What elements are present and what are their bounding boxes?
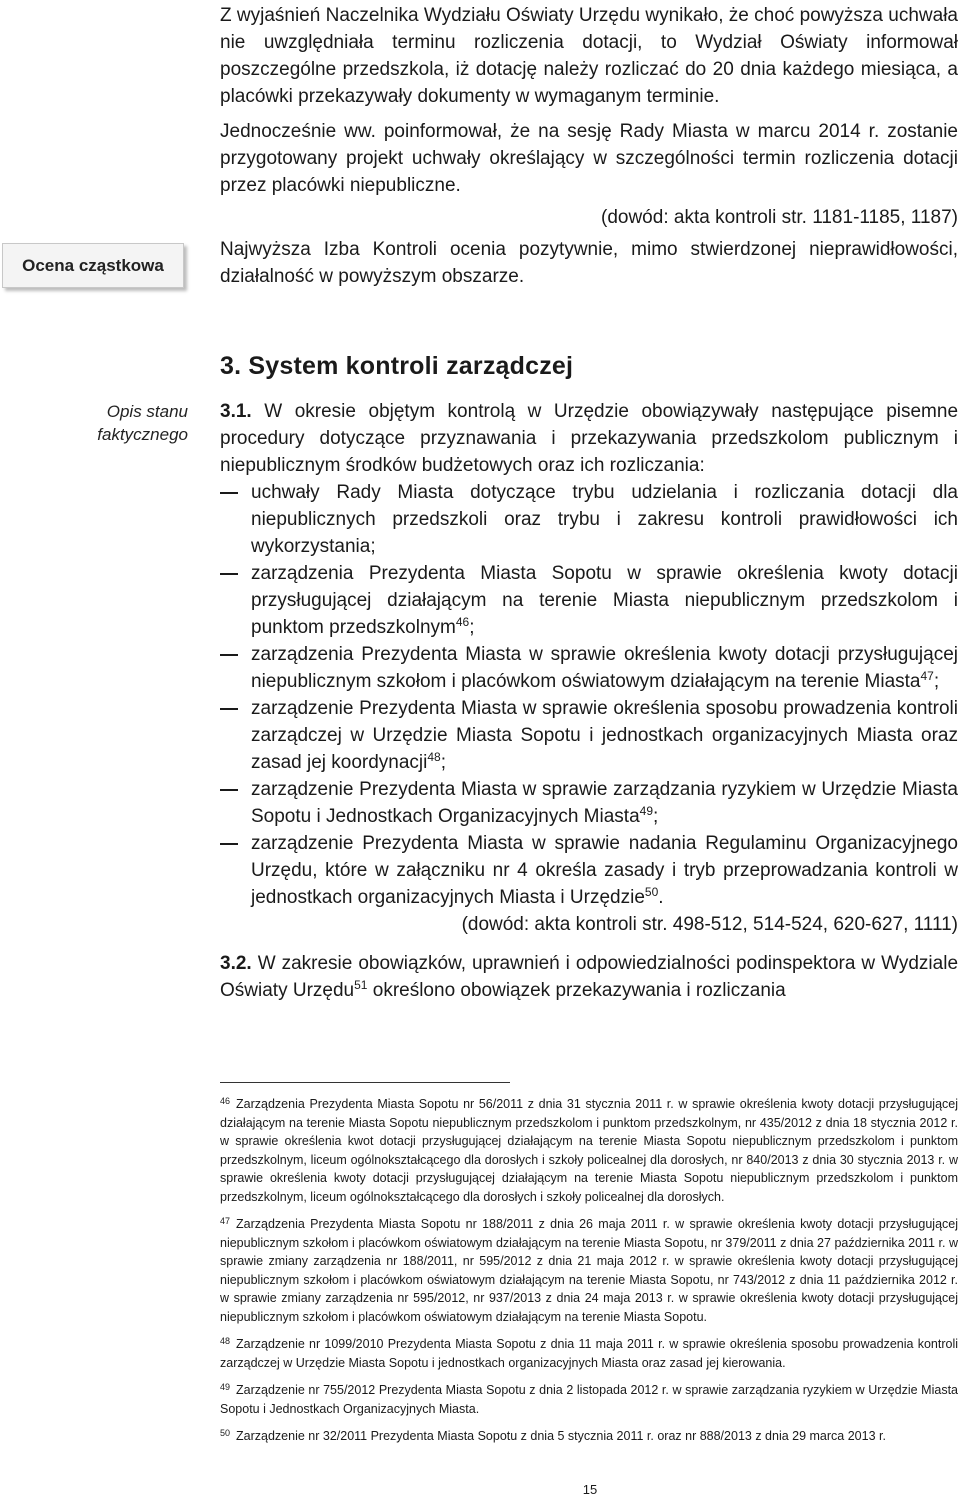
footnote-number: 47 [220, 1216, 231, 1226]
footnote-ref: 50 [644, 885, 659, 899]
footnote-ref: 48 [427, 750, 441, 764]
paragraph-3-2-number: 3.2. [220, 953, 252, 974]
evidence-ref-2: (dowód: akta kontroli str. 498-512, 514-524, 620-627, 1111) [461, 914, 958, 935]
paragraph-3-1-text: W okresie objętym kontrolą w Urzędzie obowiązywały następujące pisemne procedury dotyczące przyznawania i przekazywania przedszkolom publicznym i niepublicznym środków budżetowych oraz ich rozliczania: [220, 401, 959, 476]
footnote-text: Zarządzenia Prezydenta Miasta Sopotu nr 188/2011 z dnia 26 maja 2011 r. w sprawie określenia kwoty dotacji przysługującej niepublicznym szkołom i placówkom oświatowym działającym na terenie Miasta Sopotu, nr 379/2011 z dnia 27 października 2011 r. w sprawie zmiany zarządzenia nr 188/2011, nr 595/2012 z dnia 21 maja 2012 r. w sprawie określenia kwoty dotacji przysługującej niepublicznym szkołom i placówkom oświatowym działającym na terenie Miasta Sopotu, nr 743/2012 z dnia 11 października 2012 r. w sprawie zmiany zarządzenia nr 595/2012, nr 937/2013 z dnia 24 maja 2013 r. w sprawie określenia kwoty dotacji przysługującej niepublicznym szkołom i placówkom oświatowym działającym na terenie Miasta Sopotu. [220, 1217, 958, 1324]
footnote-text: Zarządzenie nr 755/2012 Prezydenta Miasta Sopotu z dnia 2 listopada 2012 r. w sprawie zarządzania ryzykiem w Urzędzie Miasta Sopotu i Jednostkach Organizacyjnych Miasta. [220, 1383, 958, 1416]
list-item-text: zarządzenia Prezydenta Miasta Sopotu w sprawie określenia kwoty dotacji przysługującej działającym na terenie Miasta niepublicznym przedszkolom i punktom przedszkolnym [251, 563, 958, 638]
dash-bullet-icon [220, 573, 238, 575]
dash-bullet-icon [220, 708, 238, 710]
section-heading: 3. System kontroli zarządczej [220, 352, 574, 380]
dash-bullet-icon [220, 789, 238, 791]
assessment-paragraph: Najwyższa Izba Kontroli ocenia pozytywnie, mimo stwierdzonej nieprawidłowości, działalność w powyższym obszarze. [220, 239, 958, 287]
list-item [220, 479, 958, 560]
paragraph-3-2-text: W zakresie obowiązków, uprawnień i odpowiedzialności podinspektora w Wydziale Oświaty Urzędu [220, 953, 959, 1001]
footnote-separator [220, 1082, 510, 1083]
list-item [220, 695, 958, 776]
list-item-tail: ; [653, 806, 659, 827]
footnote-number: 48 [220, 1336, 231, 1346]
list-item-text: zarządzenia Prezydenta Miasta w sprawie określenia kwoty dotacji przysługującej niepublicznym szkołom i placówkom oświatowym działającym na terenie Miasta [251, 644, 958, 692]
paragraph-3-1 [220, 398, 958, 479]
footnote-ref: 47 [920, 669, 934, 683]
top-block [220, 2, 958, 290]
dash-bullet-icon [220, 654, 238, 656]
paragraph-jednoczesnie: Jednocześnie ww. poinformował, że na sesję Rady Miasta w marcu 2014 r. zostanie przygotowany projekt uchwały określający w szczególności termin rozliczenia dotacji przez placówki niepubliczne. [220, 121, 958, 196]
paragraph-naczelnik: Z wyjaśnień Naczelnika Wydziału Oświaty Urzędu wynikało, że choć powyższa uchwała nie uwzględniała terminu rozliczenia dotacji, to Wydział Oświaty informował poszczególne przedszkola, iż dotację należy rozliczać do 20 dnia każdego miesiąca, a placówki przekazywały dokumenty w wymaganym terminie. [220, 5, 958, 107]
paragraph-3-1-number: 3.1. [220, 401, 252, 422]
footnote-50 [220, 1424, 958, 1446]
opis-stanu-label: Opis stanu faktycznego [97, 402, 188, 444]
footnote-text: Zarządzenie nr 1099/2010 Prezydenta Miasta Sopotu z dnia 11 maja 2011 r. w sprawie określenia sposobu prowadzenia kontroli zarządczej w Urzędzie Miasta Sopotu i jednostkach organizacyjnych Miasta oraz zasad jej kierowania. [220, 1337, 958, 1370]
section-body [220, 398, 958, 1004]
footnote-49 [220, 1378, 958, 1418]
ocena-czastkowa-label: Ocena cząstkowa [2, 243, 184, 288]
footnote-text: Zarządzenia Prezydenta Miasta Sopotu nr 56/2011 z dnia 31 stycznia 2011 r. w sprawie określenia kwoty dotacji przysługującej działającym na terenie Miasta Sopotu niepublicznym przedszkolom i punktom przedszkolnym, nr 435/2012 z dnia 18 stycznia 2012 r. w sprawie określenia kwot dotacji przysługującej działającym na terenie Miasta Sopotu niepublicznym przedszkolom i punktom przedszkolnym, liceum ogólnokształcącego dla dorosłych i szkoły policealnej dla dorosłych, nr 840/2013 z dnia 30 stycznia 2013 r. w sprawie określenia kwoty dotacji przysługującej działającym na terenie Miasta Sopotu niepublicznym przedszkolom i punktom przedszkolnym, liceum ogólnokształcącego dla dorosłych i szkoły policealnej dla dorosłych. [220, 1097, 958, 1204]
list-item-tail: ; [933, 671, 940, 692]
list-item-text: zarządzenie Prezydenta Miasta w sprawie nadania Regulaminu Organizacyjnego Urzędu, które w załączniku nr 4 określa zasady i tryb przeprowadzania kontroli w jednostkach organizacyjnych Miasta i Urzędzie [251, 833, 958, 908]
list-item-text: zarządzenie Prezydenta Miasta w sprawie określenia sposobu prowadzenia kontroli zarządczej w Urzędzie Miasta Sopotu i jednostkach organizacyjnych Miasta oraz zasad jej koordynacji [251, 698, 958, 773]
footnote-number: 46 [220, 1096, 231, 1106]
footnote-48 [220, 1332, 958, 1372]
footnote-text: Zarządzenie nr 32/2011 Prezydenta Miasta Sopotu z dnia 5 stycznia 2011 r. oraz nr 888/2013 z dnia 29 marca 2013 r. [236, 1429, 886, 1443]
list-item-text: uchwały Rady Miasta dotyczące trybu udzielania i rozliczania dotacji dla niepublicznych przedszkoli oraz trybu i zakresu kontroli prawidłowości ich wykorzystania; [251, 482, 958, 557]
list-item-tail: ; [469, 617, 475, 638]
footnote-ref: 49 [639, 804, 654, 818]
footnote-ref: 46 [455, 615, 470, 629]
list-item-tail: ; [440, 752, 447, 773]
footnote-47 [220, 1212, 958, 1326]
list-item-text: zarządzenie Prezydenta Miasta w sprawie zarządzania ryzykiem w Urzędzie Miasta Sopotu i Jednostkach Organizacyjnych Miasta [251, 779, 958, 827]
list-item-tail: . [658, 887, 664, 908]
list-item [220, 641, 958, 695]
list-item [220, 830, 958, 911]
footnote-number: 50 [220, 1428, 231, 1438]
page-number: 15 [582, 1482, 598, 1497]
dash-bullet-icon [220, 492, 238, 494]
evidence-ref-1: (dowód: akta kontroli str. 1181-1185, 1187) [601, 207, 958, 228]
list-item [220, 776, 958, 830]
footnote-46 [220, 1092, 958, 1206]
dash-bullet-icon [220, 843, 238, 845]
list-item [220, 560, 958, 641]
footnotes [220, 1092, 958, 1446]
footnote-ref: 51 [354, 978, 368, 992]
paragraph-3-2 [220, 950, 958, 1004]
paragraph-3-2-text-end: określono obowiązek przekazywania i rozliczania [367, 980, 786, 1001]
footnote-number: 49 [220, 1382, 231, 1392]
